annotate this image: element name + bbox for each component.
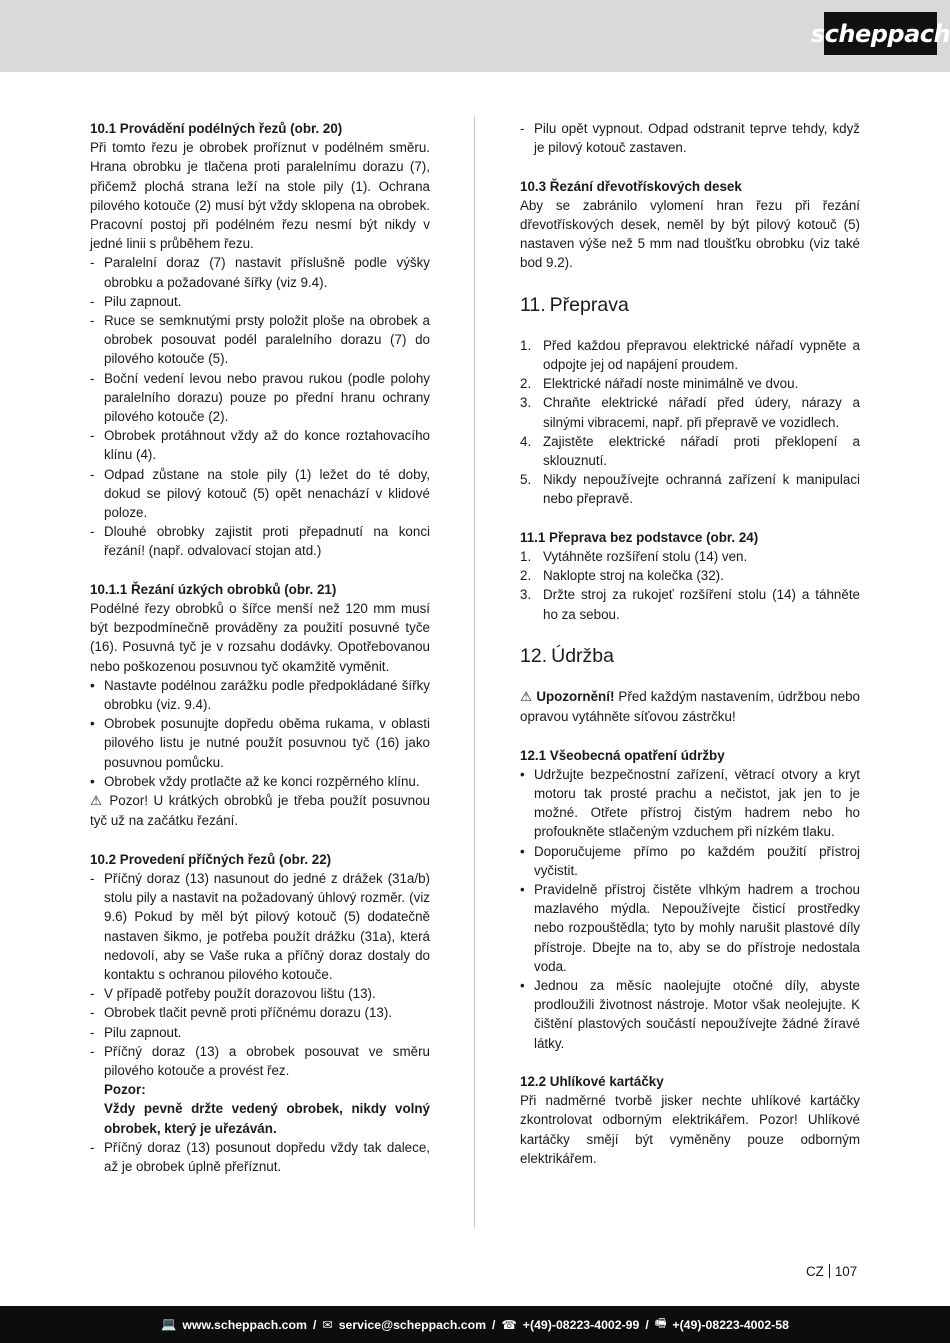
list-item: - Obrobek tlačit pevně proti příčnému dorazu (13).: [90, 1005, 393, 1021]
list-item: - Dlouhé obrobky zajistit proti přepadnutí na konci řezání! (např. odvalovací stojan atd.): [90, 524, 430, 559]
caution-text: Vždy pevně držte vedený obrobek, nikdy volný obrobek, který je uřezáván.: [104, 1101, 430, 1136]
list-item: 3. Držte stroj za rukojeť rozšíření stolu (14) a táhněte ho za sebou.: [520, 587, 860, 622]
list-item: • Doporučujeme přímo po každém použití přístroj vyčistit.: [520, 843, 860, 878]
list-item: - Obrobek protáhnout vždy až do konce roztahovacího klínu (4).: [90, 428, 430, 463]
list-item: 2. Naklopte stroj na kolečka (32).: [520, 568, 724, 584]
list-item: 5. Nikdy nepoužívejte ochranná zařízení k manipulaci nebo přepravě.: [520, 472, 860, 507]
list-item: 3. Chraňte elektrické nářadí před údery, nárazy a silnými vibracemi, např. při přepravě ve vozidlech.: [520, 395, 860, 430]
list-12-1: [520, 765, 860, 1053]
section-paragraph-10-1-1: Podélné řezy obrobků o šířce menší než 120 mm musí být bezpodmínečně prováděny za použití posuvné tyče (16). Posuvná tyč je v rozsahu dodávky. Opotřebovanou nebo poškozenou posuvnou tyč okamžitě vyměnit.: [90, 601, 430, 674]
caution-label: Pozor:: [104, 1082, 146, 1098]
footer-fax: +(49)-08223-4002-58: [672, 1317, 789, 1332]
section-title-12-2: 12.2 Uhlíkové kartáčky: [520, 1074, 664, 1090]
fax-icon: 🖷: [654, 1316, 667, 1330]
list-item: • Udržujte bezpečnostní zařízení, větrací otvory a kryt motoru tak prosté prachu a nečistot, jak jen to je možné. Otřete přístroj čistým hadrem nebo ho profoukněte stlačeným vzduchem při nízkém tlaku.: [520, 766, 860, 840]
section-title-10-3: 10.3 Řezání dřevotřískových desek: [520, 178, 742, 194]
section-paragraph-12-2: Při nadměrné tvorbě jisker nechte uhlíkové kartáčky zkontrolovat odborným elektrikářem. Pozor! Uhlíkové kartáčky smějí být vyměněny pouze odborným elektrikářem.: [520, 1093, 860, 1166]
section-title-12-1: 12.1 Všeobecná opatření údržby: [520, 747, 725, 763]
footer-website[interactable]: www.scheppach.com: [182, 1317, 307, 1332]
section-paragraph-10-1: Při tomto řezu je obrobek proříznut v podélném směru. Hrana obrobku je tlačena proti paralelnímu dorazu (7), přičemž plochá strana leží na stole pily (1). Ochrana pilového kotouče (2) musí být vždy sklopena na obrobek. Pracovní postoj při podélném řezu nesmí být nikdy v jedné linii s průběhem řezu.: [90, 140, 430, 252]
warning-triangle-icon: ⚠: [90, 794, 104, 810]
list-10-1: [90, 253, 430, 560]
warning-note: ⚠ Upozornění! Před každým nastavením, údržbou nebo opravou vytáhněte síťovou zástrčku!: [520, 689, 860, 725]
list-item: - Pilu zapnout.: [90, 1024, 182, 1040]
section-paragraph-10-3: Aby se zabránilo vylomení hran řezu při řezání dřevotřískových desek, neměl by být pilový kotouč (5) nastaven výše než 5 mm nad tloušťku obrobku (viz také bod 9.2).: [520, 197, 860, 271]
page-number: CZ 107: [806, 1264, 858, 1279]
list-10-2: [90, 869, 430, 1176]
column-divider: [474, 116, 475, 1228]
list-item: - Příčný doraz (13) nasunout do jedné z drážek (31a/b) stolu pily a nastavit na požadovaný úhlový rozměr. (viz 9.6) Pokud by měl být pilový kotouč (5) dodatečně nastaven šikmo, je potřeba použít drážku (31a), která nedovolí, aby se Vaše ruka a příčný doraz dostaly do kontaktu s ochranou pilového kotouče.: [90, 870, 430, 982]
list-item: - Pilu zapnout.: [90, 293, 182, 309]
chapter-heading-12: 12. Údržba: [520, 644, 614, 667]
list-item: • Nastavte podélnou zarážku podle předpokládané šířky obrobku (viz. 9.4).: [90, 677, 430, 713]
list-10-1-1: [90, 676, 430, 791]
mail-icon: ✉: [322, 1317, 333, 1332]
header-band: [0, 0, 950, 72]
section-title-10-2: 10.2 Provedení příčných řezů (obr. 22): [90, 851, 332, 867]
right-column: [520, 119, 860, 1168]
list-item: - Pilu opět vypnout. Odpad odstranit teprve tehdy, když je pilový kotouč zastaven.: [520, 121, 860, 156]
list-item: • Obrobek vždy protlačte až ke konci rozpěrného klínu.: [90, 773, 420, 789]
footer-phone[interactable]: +(49)-08223-4002-99: [522, 1317, 640, 1332]
list-item: • Obrobek posunujte dopředu oběma rukama, v oblasti pilového listu je nutné použít posuvnou tyč (16) jako posuvnou pomůcku.: [90, 716, 430, 770]
list-11: [520, 336, 860, 509]
list-item: • Pravidelně přístroj čistěte vlhkým hadrem a trochou mazlavého mýdla. Nepoužívejte čisticí prostředky nebo rozpouštědla; tyto by mohly narušit plastové díly přístroje. Dbejte na to, aby se do přístroje nedostala voda.: [520, 882, 860, 974]
section-title-10-1: 10.1 Provádění podélných řezů (obr. 20): [90, 121, 343, 136]
list-item: 2. Elektrické nářadí noste minimálně ve dvou.: [520, 376, 799, 392]
list-item: - Příčný doraz (13) posunout dopředu vždy tak dalece, až je obrobek úplně přeříznut.: [90, 1139, 430, 1174]
list-item: - Odpad zůstane na stole pily (1) ležet do té doby, dokud se pilový kotouč (5) opět nenachází v klidové poloze.: [90, 466, 430, 521]
list-item: 1. Před každou přepravou elektrické nářadí vypněte a odpojte jej od napájení proudem.: [520, 337, 860, 372]
footer-email[interactable]: service@scheppach.com: [338, 1317, 487, 1332]
list-item: - Ruce se semknutými prsty položit ploše na obrobek a obrobek posouvat podél paralelního dorazu (7) do pilového kotouče (5).: [90, 313, 430, 367]
computer-icon: 💻: [161, 1317, 177, 1331]
phone-icon: ☎: [501, 1317, 517, 1332]
brand-logo: scheppach: [824, 12, 937, 55]
list-item: • Jednou za měsíc naolejujte otočné díly, abyste prodloužili životnost nástroje. Motor však neolejujte. K čištění plastových součástí nepoužívejte žádné žíravé látky.: [520, 978, 860, 1051]
section-title-11-1: 11.1 Přeprava bez podstavce (obr. 24): [520, 529, 759, 545]
list-item: 4. Zajistěte elektrické nářadí proti překlopení a sklouznutí.: [520, 433, 860, 469]
list-item: - Příčný doraz (13) a obrobek posouvat ve směru pilového kotouče a provést řez.: [90, 1043, 430, 1078]
left-column: [90, 119, 430, 1176]
section-title-10-1-1: 10.1.1 Řezání úzkých obrobků (obr. 21): [90, 581, 337, 597]
list-item: - V případě potřeby použít dorazovou lištu (13).: [90, 986, 376, 1002]
chapter-heading-11: 11. Přeprava: [520, 293, 629, 316]
list-item: 1. Vytáhněte rozšíření stolu (14) ven.: [520, 549, 748, 565]
footer-bar: 💻 www.scheppach.com / ✉ service@scheppach.com / ☎ +(49)-08223-4002-99 / 🖷 +(49)-08223-4002-58: [0, 1306, 950, 1343]
list-item: - Paralelní doraz (7) nastavit příslušně podle výšky obrobku a požadované šířky (viz 9.4).: [90, 255, 430, 290]
list-item: - Boční vedení levou nebo pravou rukou (podle polohy paralelního dorazu) pouze po přední hranu ochrany pilového kotouče (2).: [90, 370, 430, 425]
warning-triangle-icon: ⚠: [520, 690, 533, 706]
warning-note: ⚠ Pozor! U krátkých obrobků je třeba použít posuvnou tyč už na začátku řezání.: [90, 793, 430, 829]
list-11-1: [520, 547, 860, 624]
